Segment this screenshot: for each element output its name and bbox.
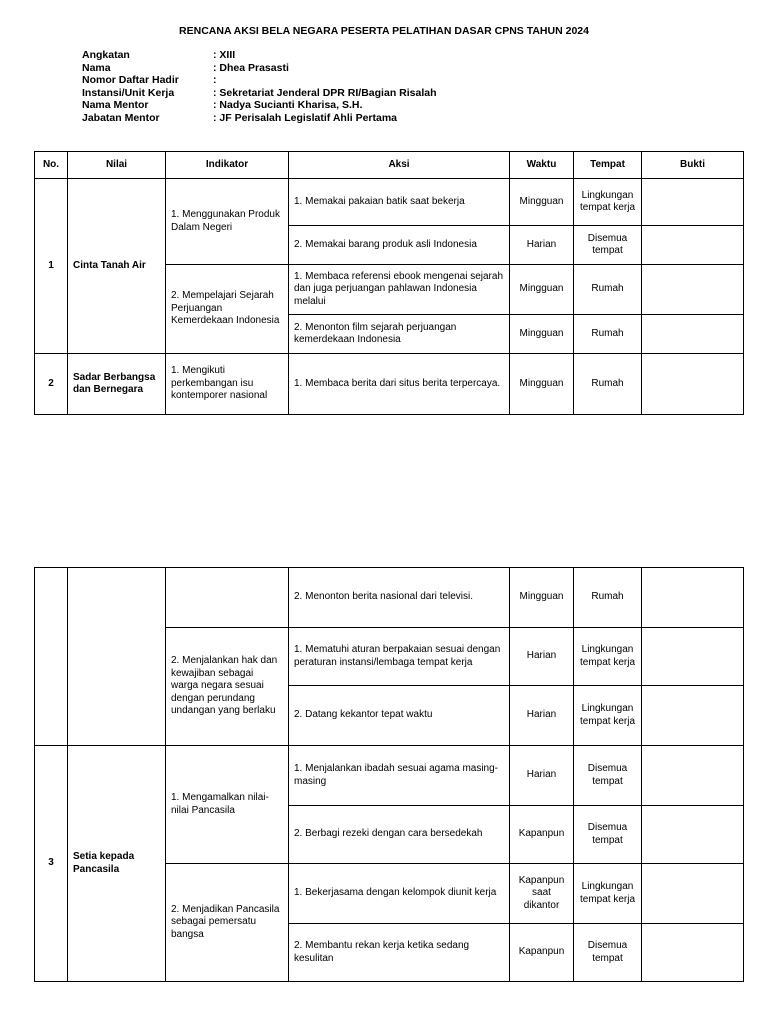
- info-label: Instansi/Unit Kerja: [82, 86, 175, 99]
- cell-aksi: 2. Datang kekantor tepat waktu: [289, 686, 510, 746]
- cell-indikator: [166, 568, 289, 628]
- header-waktu: Waktu: [510, 152, 574, 179]
- cell-tempat: Disemua tempat: [574, 746, 642, 806]
- cell-tempat: Lingkungan tempat kerja: [574, 628, 642, 686]
- cell-waktu: Harian: [510, 746, 574, 806]
- info-value: : JF Perisalah Legislatif Ahli Pertama: [213, 111, 398, 124]
- cell-waktu: Mingguan: [510, 354, 574, 415]
- table-row: [35, 568, 744, 628]
- cell-indikator: 2. Menjalankan hak dan kewajiban sebagai warga negara sesuai dengan perundang undangan yang berlaku: [166, 628, 289, 746]
- cell-bukti: [642, 354, 744, 415]
- cell-waktu: Harian: [510, 686, 574, 746]
- document-title: RENCANA AKSI BELA NEGARA PESERTA PELATIHAN DASAR CPNS TAHUN 2024: [179, 25, 589, 37]
- cell-indikator: 1. Mengamalkan nilai-nilai Pancasila: [166, 746, 289, 864]
- cell-tempat: Rumah: [574, 315, 642, 354]
- cell-no: 3: [35, 746, 68, 982]
- cell-tempat: Lingkungan tempat kerja: [574, 686, 642, 746]
- cell-indikator: 1. Mengikuti perkembangan isu kontemporer nasional: [166, 354, 289, 415]
- info-row-jabatan-mentor: [82, 112, 437, 125]
- info-value: : Nadya Sucianti Kharisa, S.H.: [213, 99, 363, 112]
- cell-waktu: Kapanpun saat dikantor: [510, 864, 574, 924]
- table-row: [35, 354, 744, 415]
- cell-bukti: [642, 568, 744, 628]
- cell-nilai: Setia kepada Pancasila: [68, 746, 166, 982]
- cell-waktu: Harian: [510, 226, 574, 265]
- cell-aksi: 2. Memakai barang produk asli Indonesia: [289, 226, 510, 265]
- cell-nilai: Sadar Berbangsa dan Bernegara: [68, 354, 166, 415]
- cell-tempat: Lingkungan tempat kerja: [574, 864, 642, 924]
- info-label: Nama: [82, 61, 111, 74]
- cell-aksi: 1. Membaca berita dari situs berita terpercaya.: [289, 354, 510, 415]
- cell-waktu: Mingguan: [510, 315, 574, 354]
- header-nilai: Nilai: [68, 152, 166, 179]
- header-indikator: Indikator: [166, 152, 289, 179]
- info-row-nama-mentor: [82, 99, 437, 112]
- cell-no: 2: [35, 354, 68, 415]
- cell-aksi: 2. Berbagi rezeki dengan cara bersedekah: [289, 806, 510, 864]
- cell-no: 1: [35, 179, 68, 354]
- cell-aksi: 1. Bekerjasama dengan kelompok diunit kerja: [289, 864, 510, 924]
- cell-tempat: Rumah: [574, 354, 642, 415]
- cell-waktu: Mingguan: [510, 179, 574, 226]
- cell-bukti: [642, 628, 744, 686]
- cell-bukti: [642, 265, 744, 315]
- cell-bukti: [642, 924, 744, 982]
- cell-aksi: 2. Membantu rekan kerja ketika sedang kesulitan: [289, 924, 510, 982]
- cell-aksi: 2. Menonton berita nasional dari televisi.: [289, 568, 510, 628]
- cell-nilai: Cinta Tanah Air: [68, 179, 166, 354]
- info-label: Nomor Daftar Hadir: [82, 74, 179, 87]
- cell-bukti: [642, 864, 744, 924]
- header-tempat: Tempat: [574, 152, 642, 179]
- info-value: :: [213, 74, 217, 87]
- info-row-nomor-daftar-hadir: [82, 74, 437, 87]
- info-label: Nama Mentor: [82, 99, 149, 112]
- cell-aksi: 1. Membaca referensi ebook mengenai sejarah dan juga perjuangan pahlawan Indonesia melalui: [289, 265, 510, 315]
- cell-tempat: Disemua tempat: [574, 924, 642, 982]
- cell-aksi: 1. Mematuhi aturan berpakaian sesuai dengan peraturan instansi/lembaga tempat kerja: [289, 628, 510, 686]
- cell-waktu: Kapanpun: [510, 924, 574, 982]
- cell-tempat: Disemua tempat: [574, 226, 642, 265]
- action-plan-table-page-2: [34, 567, 744, 982]
- cell-tempat: Rumah: [574, 265, 642, 315]
- cell-indikator: 2. Mempelajari Sejarah Perjuangan Kemerdekaan Indonesia: [166, 265, 289, 354]
- info-value: : Dhea Prasasti: [213, 61, 289, 74]
- cell-aksi: 1. Menjalankan ibadah sesuai agama masing-masing: [289, 746, 510, 806]
- cell-bukti: [642, 806, 744, 864]
- cell-bukti: [642, 226, 744, 265]
- cell-nilai: [68, 568, 166, 746]
- action-plan-table-page-1: [34, 151, 744, 415]
- cell-no: [35, 568, 68, 746]
- header-no: No.: [35, 152, 68, 179]
- info-row-angkatan: [82, 49, 437, 62]
- cell-waktu: Mingguan: [510, 568, 574, 628]
- table-row: [35, 746, 744, 806]
- cell-waktu: Kapanpun: [510, 806, 574, 864]
- table-row: [35, 179, 744, 226]
- cell-tempat: Rumah: [574, 568, 642, 628]
- info-label: Jabatan Mentor: [82, 111, 160, 124]
- cell-bukti: [642, 179, 744, 226]
- cell-bukti: [642, 315, 744, 354]
- info-value: : XIII: [213, 49, 236, 61]
- info-label: Angkatan: [82, 49, 130, 61]
- info-row-nama: [82, 62, 437, 75]
- cell-indikator: 1. Menggunakan Produk Dalam Negeri: [166, 179, 289, 265]
- header-bukti: Bukti: [642, 152, 744, 179]
- participant-info: [82, 49, 437, 125]
- cell-aksi: 2. Menonton film sejarah perjuangan kemerdekaan Indonesia: [289, 315, 510, 354]
- cell-bukti: [642, 686, 744, 746]
- table-header-row: [35, 152, 744, 179]
- cell-bukti: [642, 746, 744, 806]
- cell-waktu: Harian: [510, 628, 574, 686]
- cell-waktu: Mingguan: [510, 265, 574, 315]
- cell-tempat: Lingkungan tempat kerja: [574, 179, 642, 226]
- cell-aksi: 1. Memakai pakaian batik saat bekerja: [289, 179, 510, 226]
- info-value: : Sekretariat Jenderal DPR RI/Bagian Risalah: [213, 86, 437, 99]
- header-aksi: Aksi: [289, 152, 510, 179]
- cell-tempat: Disemua tempat: [574, 806, 642, 864]
- cell-indikator: 2. Menjadikan Pancasila sebagai pemersatu bangsa: [166, 864, 289, 982]
- info-row-instansi: [82, 87, 437, 100]
